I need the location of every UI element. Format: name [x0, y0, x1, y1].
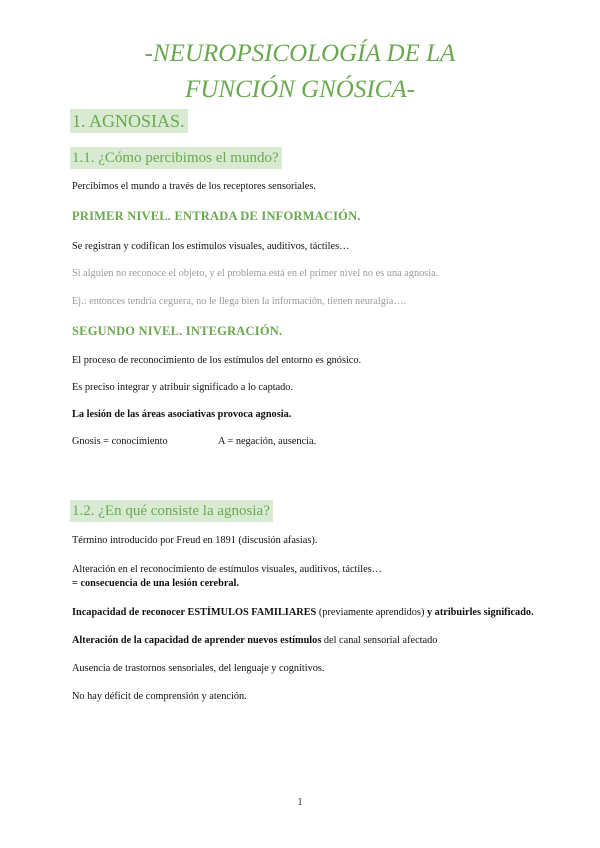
paragraph-learning: [72, 634, 437, 648]
paragraph-level2-lesion: La lesión de las áreas asociativas provoca agnosia.: [72, 409, 292, 420]
paragraph-level1-not-agnosia: Si alguien no reconoce el objeto, y el problema está en el primer nivel no es una agnosia.: [72, 268, 439, 279]
paragraph-absence: Ausencia de trastornos sensoriales, del lenguaje y cognitivos.: [72, 663, 325, 674]
definition-gnosis: Gnosis = conocimiento: [72, 436, 168, 447]
paragraph-level1-registration: Se registran y codifican los estímulos visuales, auditivos, táctiles…: [72, 241, 350, 252]
paragraph-level2-integrate: Es preciso integrar y atribuir significado a lo captado.: [72, 382, 294, 393]
learning-bold: Alteración de la capacidad de aprender nuevos estímulos: [72, 635, 322, 646]
document-title: [0, 36, 600, 108]
paragraph-incapacity: [72, 606, 534, 620]
paragraph-definitions: [72, 435, 372, 449]
paragraph-alteration-line2: = consecuencia de una lesión cerebral.: [72, 578, 239, 589]
paragraph-alteration-line1: Alteración en el reconocimiento de estímulos visuales, auditivos, táctiles…: [72, 564, 382, 575]
title-line-1: -NEUROPSICOLOGÍA DE LA: [144, 40, 456, 67]
paragraph-freud: Término introducido por Freud en 1891 (discusión afasias).: [72, 535, 318, 546]
subsection-heading-perception: 1.1. ¿Cómo percibimos el mundo?: [70, 147, 282, 169]
section-heading-agnosias: 1. AGNOSIAS.: [70, 109, 188, 133]
incapacity-bold-1: Incapacidad de reconocer ESTÍMULOS FAMILIARES: [72, 607, 317, 618]
title-line-2: FUNCIÓN GNÓSICA-: [185, 76, 415, 103]
heading-primer-nivel: PRIMER NIVEL. ENTRADA DE INFORMACIÓN.: [72, 209, 361, 223]
paragraph-level1-example: Ej.: entonces tendría ceguera, no le llega bien la información, tienen neuralgia….: [72, 296, 407, 307]
learning-normal: del canal sensorial afectado: [321, 635, 438, 646]
incapacity-normal: (previamente aprendidos): [316, 607, 427, 618]
incapacity-bold-2: y atribuirles significado.: [426, 607, 534, 618]
subsection-heading-agnosia: 1.2. ¿En qué consiste la agnosia?: [70, 500, 273, 522]
heading-segundo-nivel: SEGUNDO NIVEL. INTEGRACIÓN.: [72, 324, 283, 338]
page-number: 1: [297, 797, 303, 808]
paragraph-no-deficit: No hay déficit de comprensión y atención.: [72, 691, 247, 702]
definition-a: A = negación, ausencia.: [218, 436, 317, 447]
paragraph-intro: Percibimos el mundo a través de los receptores sensoriales.: [72, 181, 316, 192]
paragraph-level2-gnosic: El proceso de reconocimiento de los estímulos del entorno es gnósico.: [72, 355, 362, 366]
